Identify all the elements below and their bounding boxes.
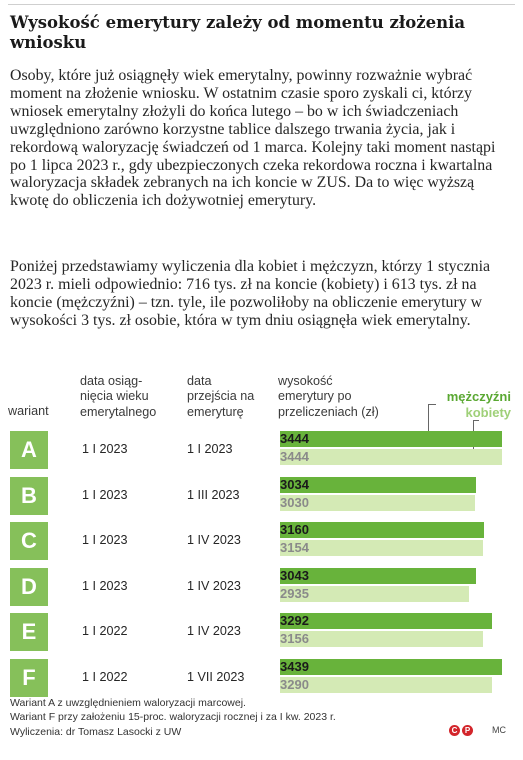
value-label-women: 2935 [280,585,309,601]
header-date-retirement: data przejścia na emeryturę [187,374,255,419]
method-paragraph: Poniżej przedstawiamy wyliczenia dla kobiet i mężczyzn, którzy 1 stycznia 2023 r. mieli odpowiednio: 716 tys. zł na koncie (kobiety) i 613 tys. zł na koncie (mężczyźni) – tzn. tyle, ile pozwoliłoby na obliczenie emerytury w wysokości 3 tys. zł osobie, która w tym dniu osiągnęła wiek emerytalny. [10,258,491,329]
value-label-women: 3030 [280,494,309,510]
value-label-men: 3292 [280,613,309,628]
bar-men [280,659,502,675]
logo-c: C [449,725,460,736]
date-retirement-age-cell: 1 I 2022 [82,669,128,684]
date-retirement-cell: 1 III 2023 [187,487,240,502]
bar-women [280,449,502,465]
variant-badge: E [10,613,48,651]
date-retirement-cell: 1 IV 2023 [187,533,241,547]
variant-row [0,477,523,521]
variant-row [0,431,523,475]
value-label-women: 3290 [280,676,309,692]
note-source: Wyliczenia: dr Tomasz Lasocki z UW [10,726,182,738]
value-label-women: 3156 [280,631,309,646]
author-credit: MC [492,725,506,735]
bar-women [280,495,475,511]
header-variant: wariant [8,404,49,418]
bar-men [280,613,492,629]
date-retirement-age-cell: 1 I 2023 [82,578,128,593]
date-retirement-age-cell: 1 I 2022 [82,624,128,638]
value-label-men: 3034 [280,476,309,492]
legend-women: kobiety [465,405,511,420]
legend-men-connector-h [428,404,436,405]
value-label-men: 3444 [280,431,309,446]
intro-paragraph: Osoby, które już osiągnęły wiek emerytalny, powinny rozważnie wybrać moment na złożenie wniosku. W ostatnim czasie sporo zyskali ci, którzy wniosek emerytalny złożyli do końca lutego – bo w ich świadczeniach uwzględniono zarówno korzystne tablice dalszego trwania życia, jak i rekordową waloryzację świadczeń od 1 marca. Kolejny taki moment nastąpi po 1 lipca 2023 r., gdy ubezpieczonych czeka rekordowa roczna i kwartalna waloryzacja składek zebranych na ich koncie w ZUS. Da to więc wyższą kwotę do obliczenia ich dożywotniej emerytury. [10,67,496,210]
variant-row [0,568,523,612]
bar-women [280,677,492,693]
logo-p: P [462,725,473,736]
value-label-men: 3439 [280,658,309,674]
legend-women-connector-h [473,420,479,421]
bar-men [280,477,476,493]
variant-row [0,613,523,657]
value-label-women: 3154 [280,540,309,555]
legend-men: mężczyźni [446,389,511,404]
date-retirement-cell: 1 IV 2023 [187,624,241,638]
date-retirement-cell: 1 IV 2023 [187,578,241,593]
variant-row [0,522,523,566]
variant-badge: B [10,477,48,515]
bar-men [280,431,502,447]
bar-men [280,568,476,584]
date-retirement-cell: 1 I 2023 [187,442,233,456]
date-retirement-age-cell: 1 I 2023 [82,533,128,547]
header-amount: wysokość emerytury po przeliczeniach (zł) [278,374,379,419]
value-label-men: 3043 [280,567,309,583]
value-label-women: 3444 [280,449,309,464]
variant-badge: F [10,659,48,697]
bar-women [280,631,483,647]
variant-badge: C [10,522,48,560]
header-date-retirement-age: data osiąg- nięcia wieku emerytalnego [80,374,157,419]
variant-badge: D [10,568,48,606]
bar-men [280,522,484,538]
date-retirement-cell: 1 VII 2023 [187,669,245,684]
page-title: Wysokość emerytury zależy od momentu złożenia wniosku [10,13,466,52]
note-variant-a: Wariant A z uwzględnieniem waloryzacji marcowej. [10,697,246,709]
bar-women [280,540,483,556]
value-label-men: 3160 [280,522,309,537]
date-retirement-age-cell: 1 I 2023 [82,487,128,502]
date-retirement-age-cell: 1 I 2023 [82,442,128,456]
variant-row [0,659,523,703]
variant-badge: A [10,431,48,469]
top-rule [8,4,515,5]
note-variant-f: Wariant F przy założeniu 15-proc. waloryzacji rocznej i za I kw. 2023 r. [10,711,336,723]
